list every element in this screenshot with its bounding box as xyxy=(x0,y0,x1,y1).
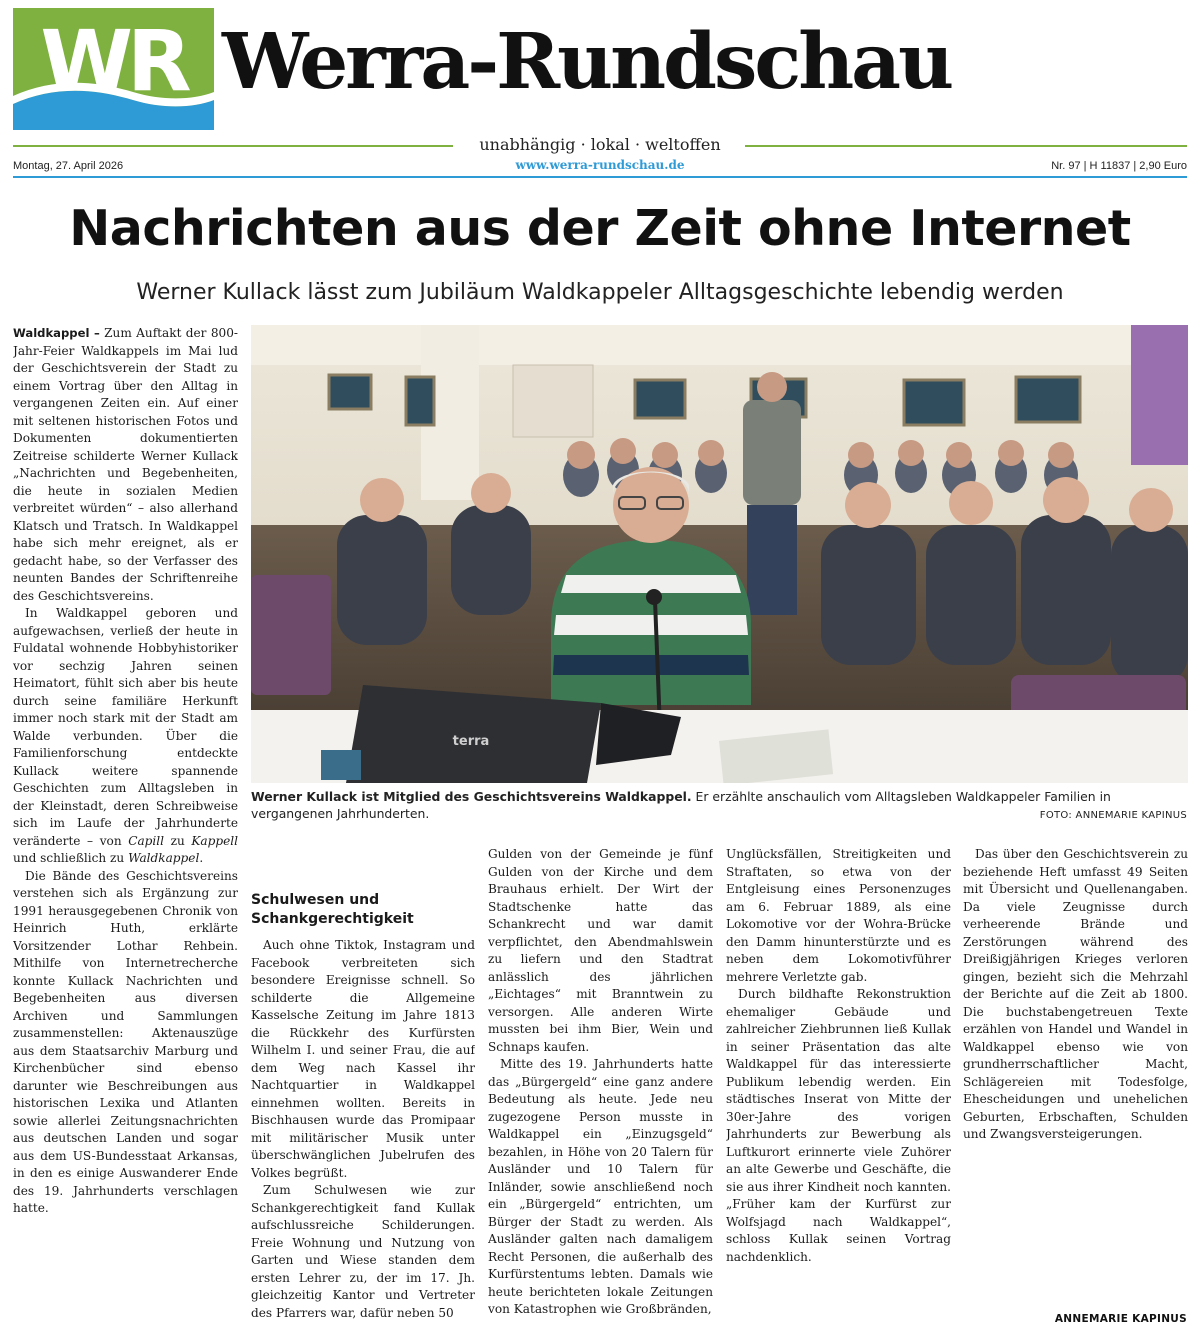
article-paragraph-2: In Waldkappel geboren und aufgewachsen, verließ der heute in Fuldatal wohnende Hobbyhistoriker vor sechzig Jahren seinen Heimatort, fühlt sich aber bis heute durch seine familiäre Herkunft immer noch stark mit der Stadt am Walde verbunden. Über die Familienforschung entdeckte Kullack weitere spannende Geschichten zum Alltagsleben in der Kleinstadt, deren Schreibweise sich im Laufe der Jahrhunderte veränderte – von Capill zu Kappell und schließlich zu Waldkappel. xyxy=(13,606,238,865)
article-column-5 xyxy=(963,846,1188,1314)
article-author: ANNEMARIE KAPINUS xyxy=(1054,1313,1187,1325)
issue-info: Nr. 97 | H 11837 | 2,90 Euro xyxy=(1051,160,1187,172)
article-paragraph-5: Zum Schulwesen wie zur Schankgerechtigkeit fand Kullak aufschlussreiche Schilderungen. Freie Wohnung und Nutzung von Garten und Wiese standen dem ersten Lehrer zu, der im 17. Jh. gleichzeitig Kantor und Vertreter des Pfarrers war, dafür neben 50 xyxy=(251,1183,475,1320)
logo-lettering: WR xyxy=(40,12,186,110)
dateline-place: Waldkappel – xyxy=(13,326,100,340)
microphone xyxy=(646,589,662,605)
photo-credit: FOTO: ANNEMARIE KAPINUS xyxy=(1039,810,1187,821)
article-column-4 xyxy=(726,846,951,1331)
website-url: www.werra-rundschau.de xyxy=(515,158,685,172)
newspaper-logo xyxy=(13,8,214,130)
article-paragraph-6: Mitte des 19. Jahrhunderts hatte das „Bürgergeld“ eine ganz andere Bedeutung als heute. Jede neu zugezogene Person musste in Waldkappel ein „Einzugsgeld“ bezahlen, in Höhe von 20 Talern für Ausländer und 10 Talern für Inländer, sowie anschließend noch ein „Bürgergeld“ entrichten, um Bürger der Stadt zu werden. Als Ausländer galten nach damaligem Recht Personen, die außerhalb des Kurfürstentums lebten. Damals wie heute berichteten lokale Zeitungen von Katastrophen wie Großbränden, xyxy=(488,1057,713,1316)
issue-date: Montag, 27. April 2026 xyxy=(13,160,124,172)
tagline: unabhängig · lokal · weltoffen xyxy=(479,135,721,154)
article-paragraph-4: Auch ohne Tiktok, Instagram und Facebook verbreiteten sich besondere Ereignisse schnell. So schilderte die Allgemeine Kasselsche Zeitung im Jahre 1813 die Rückkehr des Kurfürsten Wilhelm I. und seiner Frau, die auf dem Weg nach Kassel ihr Nachtquartier in Waldkappel einnehmen wollten. Bereits in Bischhausen wurde das Promipaar mit militärischer Musik unter überschwänglichen Jubelrufen des Volkes begrüßt. xyxy=(251,938,475,1180)
article-paragraph-1: Waldkappel – Zum Auftakt der 800-Jahr-Feier Waldkappels im Mai lud der Geschichtsverein der Stadt zu einem Vortrag über den Alltag in vergangenen Zeiten ein. Auf einer mit seltenen historischen Fotos und Dokumenten dokumentierten Zeitreise schilderte Werner Kullack „Nachrichten und Begebenheiten, die heute in sozialen Medien verbreitet würden“ – also allerhand Klatsch und Tratsch. In Waldkappel habe sich mehr ereignet, als er gedacht habe, so der Verfasser des neunten Bandes der Schriftenreihe des Geschichtsvereins. xyxy=(13,326,238,603)
photo-caption-lead: Werner Kullack ist Mitglied des Geschichtsvereins Waldkappel. xyxy=(251,789,692,804)
article-subhead: Schulwesen und Schankgerechtigkeit xyxy=(251,892,414,927)
article-photo xyxy=(251,325,1188,783)
article-paragraph-7: Durch bildhafte Rekonstruktion ehemaliger Gebäude und zahlreicher Ziehbrunnen ließ Kullak in seiner Präsentation das alte Waldkappel für das interessierte Publikum lebendig werden. Ein städtisches Inserat von Mitte der 30er-Jahre des vorigen Jahrhunderts zur Bewerbung als Luftkurort erinnerte viele Zuhörer an alte Gewerbe und Geschäfte, die sie aus ihrer Kindheit noch kannten. „Früher kam der Kurfürst zur Wolfsjagd nach Waldkappel“, schloss Kullak seinen Vortrag nachdenklich. xyxy=(726,987,951,1264)
article-headline: Nachrichten aus der Zeit ohne Internet xyxy=(69,200,1131,257)
laptop-brand: terra xyxy=(452,734,490,749)
photo-caption-text: Er erzählte anschaulich vom Alltagsleben Waldkappeler Familien in vergangenen Jahrhunderten. xyxy=(251,789,1111,821)
article-subheadline: Werner Kullack lässt zum Jubiläum Waldkappeler Alltagsgeschichte lebendig werden xyxy=(136,280,1064,305)
article-column-1 xyxy=(13,325,238,1335)
masthead-rule-bottom xyxy=(13,176,1187,178)
newspaper-title: Werra-Rundschau xyxy=(222,17,952,107)
booklet xyxy=(321,750,361,780)
curtain xyxy=(1131,325,1188,465)
article-paragraph-6-continued: Unglücksfällen, Streitigkeiten und Straftaten, so etwa von der Entgleisung eines Personenzuges am 6. Februar 1889, als eine Lokomotive vor der Wohra-Brücke den Damm hinunterstürzte und es neben dem Lokomotivführer mehrere Verletzte gab. xyxy=(726,847,951,984)
article-column-3 xyxy=(488,846,713,1331)
article-paragraph-8: Das über den Geschichtsverein zu beziehende Heft umfasst 49 Seiten mit Übersicht und Quellenangaben. Da viele Zeugnisse durch verheerende Brände und Zerstörungen während des Dreißigjährigen Krieges verloren gingen, bezieht sich die Mehrzahl der Berichte auf die Zeit ab 1800. Die buchstabengetreuen Texte erzählen von Handel und Wandel in Waldkappel ebenso wie von grundherrschaftlicher Macht, Schlägereien mit Todesfolge, Ehescheidungen und unehelichen Geburten, Erbschaften, Schulden und Zwangsversteigerungen. xyxy=(963,847,1188,1141)
article-paragraph-5-continued: Gulden von der Gemeinde je fünf Gulden von der Kirche und dem Brauhaus erhielt. Der Wirt der Stadtschenke hatte das Schankrecht und war damit verpflichtet, den Abendmahlswein zu liefern und den Stadtrat anlässlich des jährlichen „Eichtages“ mit Branntwein zu versorgen. Alle anderen Wirte mussten bei ihm Bier, Wein und Schnaps kaufen. xyxy=(488,847,713,1054)
article-column-2 xyxy=(251,846,475,1331)
article-paragraph-3: Die Bände des Geschichtsvereins verstehen sich als Ergänzung zur 1991 herausgegebenen Chronik von Heinrich Huth, erklärte Vorsitzender Lothar Rehbein. Mithilfe von Internetrecherche konnte Kullack Nachrichten und Begebenheiten aus diversen Archiven und Sammlungen zusammenstellen: Aktenauszüge aus dem Staatsarchiv Marburg und Kirchenbücher sind ebenso darunter wie Beschreibungen aus historischen Lexika und Atlanten sowie allerlei Zeitungsnachrichten aus deutschen Landen und sogar aus dem US-Bundesstaat Arkansas, in den es einige Auswanderer Ende des 19. Jahrhunderts verschlagen hatte. xyxy=(13,868,238,1215)
radiator xyxy=(513,365,593,437)
